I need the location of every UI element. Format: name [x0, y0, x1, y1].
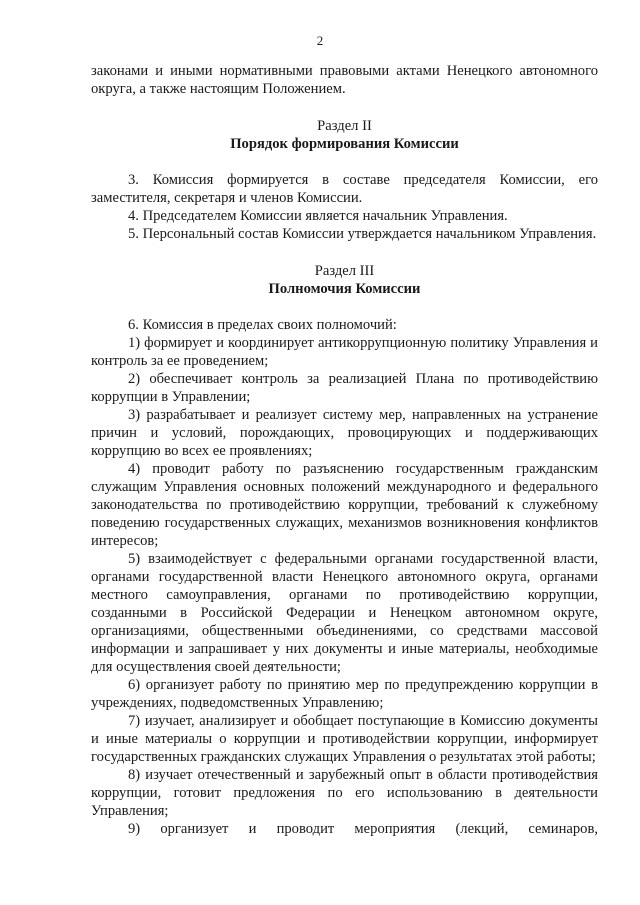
document-body — [91, 62, 598, 838]
clause-6-item-8: 8) изучает отечественный и зарубежный опыт в области противодействия коррупции, готовит предложения по его использованию в деятельности Управления; — [91, 767, 598, 819]
clause-6-item-7: 7) изучает, анализирует и обобщает поступающие в Комиссию документы и иные материалы о коррупции и противодействии коррупции, информирует государственных гражданских служащих Управления о результатах этой работы; — [91, 713, 598, 765]
clause-6-item-3: 3) разрабатывает и реализует систему мер, направленных на устранение причин и условий, порождающих, провоцирующих и поддерживающих коррупцию во всех ее проявлениях; — [91, 407, 598, 459]
clause-5: 5. Персональный состав Комиссии утверждается начальником Управления. — [128, 226, 597, 242]
clause-6-item-6: 6) организует работу по принятию мер по предупреждению коррупции в учреждениях, подведомственных Управлению; — [91, 677, 598, 711]
clause-4: 4. Председателем Комиссии является начальник Управления. — [128, 208, 508, 224]
section-2-title: Порядок формирования Комиссии — [230, 136, 459, 152]
clause-6-item-2: 2) обеспечивает контроль за реализацией Плана по противодействию коррупции в Управлении; — [91, 371, 598, 405]
clause-6-item-1: 1) формирует и координирует антикоррупционную политику Управления и контроль за ее проведением; — [91, 335, 598, 369]
section-3-title: Полномочия Комиссии — [268, 281, 421, 297]
clause-6-item-5: 5) взаимодействует с федеральными органами государственной власти, органами государственной власти Ненецкого автономного округа, органами местного самоуправления, органами по противодействию коррупции, созданными в Российской Федерации и Ненецком автономном округе, организациями, общественными объединениями, со средствами массовой информации и запрашивает у них документы и иные материалы, необходимые для осуществления своей деятельности; — [91, 551, 598, 675]
clause-3: 3. Комиссия формируется в составе председателя Комиссии, его заместителя, секретаря и членов Комиссии. — [91, 172, 598, 206]
intro-paragraph: законами и иными нормативными правовыми актами Ненецкого автономного округа, а также настоящим Положением. — [91, 63, 598, 97]
section-2-label: Раздел II — [317, 118, 372, 134]
clause-6-lead: 6. Комиссия в пределах своих полномочий: — [128, 317, 397, 333]
page-number: 2 — [316, 33, 324, 48]
clause-6-item-9: 9) организует и проводит мероприятия (лекций, семинаров, — [128, 821, 598, 837]
clause-6-item-4: 4) проводит работу по разъяснению государственным гражданским служащим Управления основных положений международного и федерального законодательства по противодействию коррупции, требований к служебному поведению государственных служащих, механизмов возникновения конфликтов интересов; — [91, 461, 598, 549]
section-3-label: Раздел III — [314, 263, 375, 279]
